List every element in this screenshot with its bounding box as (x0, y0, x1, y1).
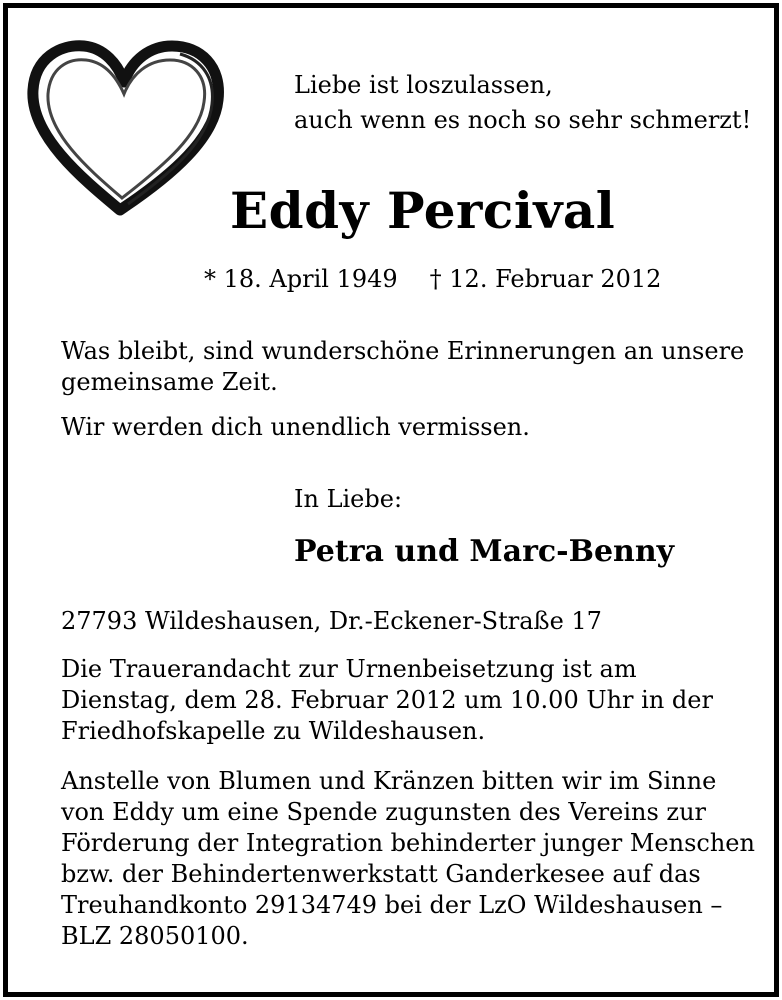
life-dates (204, 263, 661, 295)
text-line: bzw. der Behindertenwerkstatt Ganderkesee auf das (61, 860, 701, 888)
signature-intro: In Liebe: (294, 485, 403, 513)
death-date: † 12. Februar 2012 (429, 265, 662, 293)
text-line: Treuhandkonto 29134749 bei der LzO Wildeshausen – (61, 891, 723, 919)
remembrance-closing (61, 412, 771, 443)
address: 27793 Wildeshausen, Dr.-Eckener-Straße 17 (61, 607, 602, 635)
text-line: Anstelle von Blumen und Kränzen bitten wir im Sinne (61, 767, 717, 795)
text-line: BLZ 28050100. (61, 922, 249, 950)
text-line: von Eddy um eine Spende zugunsten des Vereins zur (61, 798, 706, 826)
ceremony-text (61, 654, 771, 747)
text-line: Dienstag, dem 28. Februar 2012 um 10.00 Uhr in der (61, 686, 713, 714)
remembrance-text (61, 336, 771, 398)
obituary-notice (3, 3, 779, 997)
text-line: Was bleibt, sind wunderschöne Erinnerungen an unsere (61, 337, 745, 365)
motto-line: auch wenn es noch so sehr schmerzt! (294, 106, 752, 134)
text-line: Wir werden dich unendlich vermissen. (61, 413, 530, 441)
signature-names: Petra und Marc-Benny (294, 534, 675, 569)
heart-icon (24, 34, 230, 216)
motto-line: Liebe ist loszulassen, (294, 71, 553, 99)
text-line: gemeinsame Zeit. (61, 368, 278, 396)
donation-text (61, 766, 771, 952)
birth-date: * 18. April 1949 (204, 265, 398, 293)
text-line: Förderung der Integration behinderter junger Menschen (61, 829, 755, 857)
motto (294, 68, 751, 138)
text-line: Die Trauerandacht zur Urnenbeisetzung ist am (61, 655, 637, 683)
deceased-name: Eddy Percival (230, 181, 616, 240)
text-line: Friedhofskapelle zu Wildeshausen. (61, 717, 486, 745)
